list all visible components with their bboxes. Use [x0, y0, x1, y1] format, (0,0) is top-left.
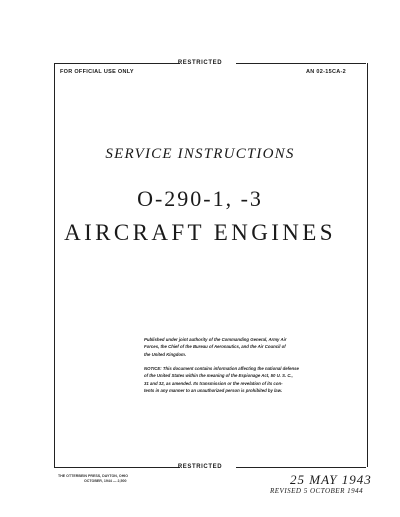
series-title: SERVICE INSTRUCTIONS	[105, 146, 295, 162]
revision-date: REVISED 5 OCTOBER 1944	[270, 487, 364, 495]
authority-line-1: Published under joint authority of the Commanding General, Army Air	[144, 337, 287, 342]
notice-line-3: 31 and 32, as amended. Its transmission or the revelation of its con-	[144, 380, 283, 386]
notice-label: NOTICE:	[144, 366, 162, 371]
notice-line-4: tents in any manner to an unauthorized person is prohibited by law.	[144, 388, 283, 394]
top-classification: RESTRICTED	[177, 60, 223, 66]
authority-line-3: the United Kingdom.	[144, 351, 187, 357]
notice-line-2: of the United States within the meaning of the Espionage Act, 50 U. S. C.,	[144, 373, 293, 379]
notice-line-1	[144, 365, 328, 372]
main-title: AIRCRAFT ENGINES	[64, 220, 336, 245]
official-use-marking: FOR OFFICIAL USE ONLY	[60, 69, 134, 75]
engine-model: O-290-1, -3	[137, 186, 263, 211]
printer-imprint-line-2: OCTOBER, 1944 — 2,500	[84, 479, 127, 483]
page-frame	[54, 63, 368, 467]
authority-line-2: Forces, the Chief of the Bureau of Aeronautics, and the Air Council of	[144, 344, 286, 350]
bottom-rule-right	[236, 467, 366, 468]
notice-line-1-text: This document contains information affecting the national defense	[162, 366, 299, 371]
bottom-classification: RESTRICTED	[177, 464, 223, 470]
document-number: AN 02-15CA-2	[306, 69, 346, 75]
printer-imprint-line-1: THE OTTERBEIN PRESS, DAYTON, OHIO	[58, 474, 129, 478]
authority-paragraph	[144, 336, 328, 358]
notice-paragraph	[144, 365, 328, 395]
issue-date: 25 MAY 1943	[290, 472, 372, 487]
